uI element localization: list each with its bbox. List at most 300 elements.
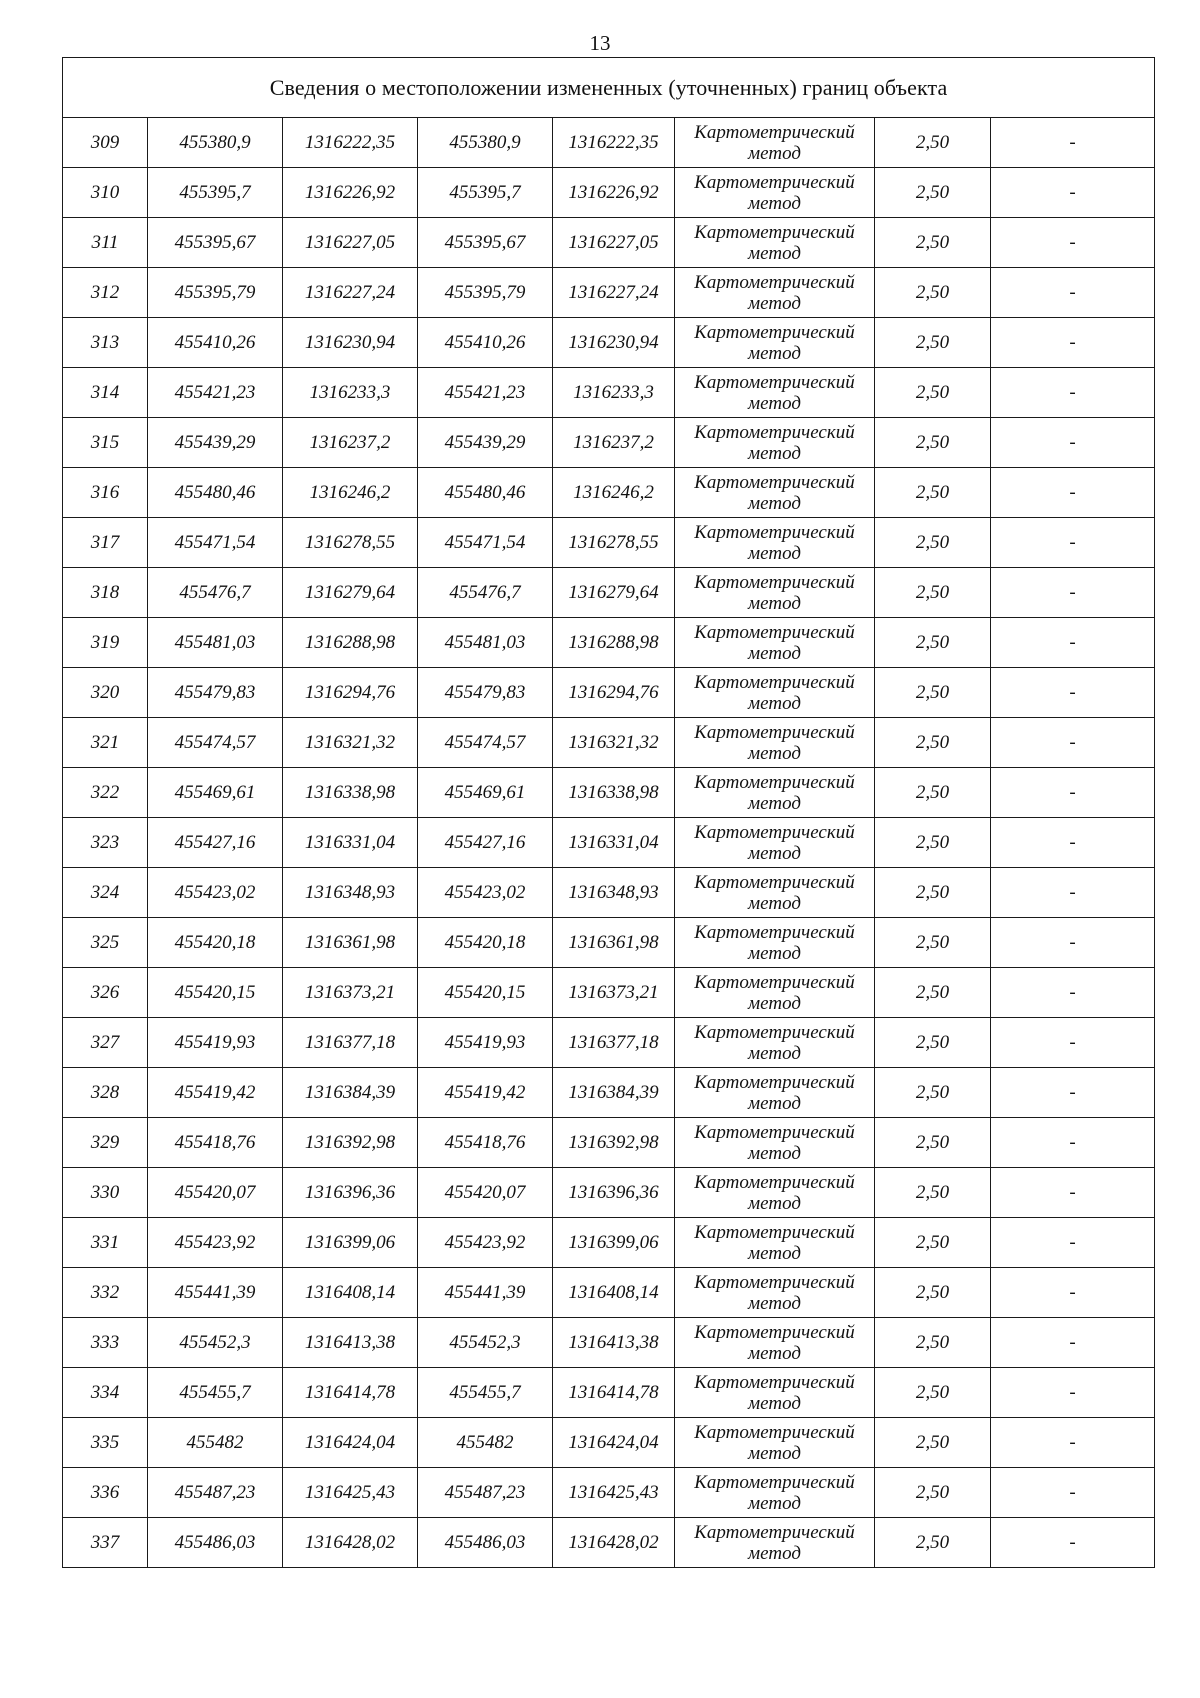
refined-y-coordinate: 1316399,06 bbox=[553, 1218, 675, 1268]
refined-x-coordinate: 455395,79 bbox=[418, 268, 553, 318]
existing-y-coordinate: 1316428,02 bbox=[283, 1518, 418, 1568]
refined-y-coordinate: 1316424,04 bbox=[553, 1418, 675, 1468]
existing-x-coordinate: 455486,03 bbox=[148, 1518, 283, 1568]
note-cell: - bbox=[991, 418, 1155, 468]
point-number: 309 bbox=[63, 118, 148, 168]
table-row bbox=[63, 918, 1155, 968]
point-number: 317 bbox=[63, 518, 148, 568]
determination-method bbox=[675, 368, 875, 418]
table-row bbox=[63, 718, 1155, 768]
method-line-2: метод bbox=[748, 342, 801, 364]
note-cell: - bbox=[991, 718, 1155, 768]
precision-value: 2,50 bbox=[875, 368, 991, 418]
refined-x-coordinate: 455474,57 bbox=[418, 718, 553, 768]
determination-method bbox=[675, 618, 875, 668]
existing-x-coordinate: 455479,83 bbox=[148, 668, 283, 718]
method-line-1: Картометрический bbox=[694, 371, 855, 393]
precision-value: 2,50 bbox=[875, 1518, 991, 1568]
point-number: 329 bbox=[63, 1118, 148, 1168]
table-row bbox=[63, 1068, 1155, 1118]
existing-x-coordinate: 455439,29 bbox=[148, 418, 283, 468]
refined-x-coordinate: 455455,7 bbox=[418, 1368, 553, 1418]
point-number: 328 bbox=[63, 1068, 148, 1118]
refined-x-coordinate: 455469,61 bbox=[418, 768, 553, 818]
precision-value: 2,50 bbox=[875, 268, 991, 318]
refined-y-coordinate: 1316226,92 bbox=[553, 168, 675, 218]
table-row bbox=[63, 368, 1155, 418]
determination-method bbox=[675, 1318, 875, 1368]
point-number: 335 bbox=[63, 1418, 148, 1468]
precision-value: 2,50 bbox=[875, 668, 991, 718]
table-title: Сведения о местоположении измененных (уточненных) границ объекта bbox=[63, 58, 1155, 118]
existing-y-coordinate: 1316233,3 bbox=[283, 368, 418, 418]
existing-x-coordinate: 455427,16 bbox=[148, 818, 283, 868]
note-cell: - bbox=[991, 818, 1155, 868]
refined-y-coordinate: 1316227,05 bbox=[553, 218, 675, 268]
method-line-2: метод bbox=[748, 192, 801, 214]
point-number: 326 bbox=[63, 968, 148, 1018]
point-number: 332 bbox=[63, 1268, 148, 1318]
existing-y-coordinate: 1316331,04 bbox=[283, 818, 418, 868]
existing-y-coordinate: 1316399,06 bbox=[283, 1218, 418, 1268]
existing-x-coordinate: 455421,23 bbox=[148, 368, 283, 418]
note-cell: - bbox=[991, 318, 1155, 368]
determination-method bbox=[675, 118, 875, 168]
determination-method bbox=[675, 218, 875, 268]
method-line-1: Картометрический bbox=[694, 671, 855, 693]
precision-value: 2,50 bbox=[875, 418, 991, 468]
note-cell: - bbox=[991, 618, 1155, 668]
point-number: 321 bbox=[63, 718, 148, 768]
refined-y-coordinate: 1316348,93 bbox=[553, 868, 675, 918]
precision-value: 2,50 bbox=[875, 168, 991, 218]
refined-y-coordinate: 1316373,21 bbox=[553, 968, 675, 1018]
determination-method bbox=[675, 1368, 875, 1418]
existing-x-coordinate: 455455,7 bbox=[148, 1368, 283, 1418]
point-number: 319 bbox=[63, 618, 148, 668]
refined-x-coordinate: 455481,03 bbox=[418, 618, 553, 668]
point-number: 315 bbox=[63, 418, 148, 468]
point-number: 330 bbox=[63, 1168, 148, 1218]
method-line-1: Картометрический bbox=[694, 971, 855, 993]
refined-x-coordinate: 455421,23 bbox=[418, 368, 553, 418]
method-line-2: метод bbox=[748, 1492, 801, 1514]
point-number: 316 bbox=[63, 468, 148, 518]
existing-y-coordinate: 1316227,05 bbox=[283, 218, 418, 268]
table-row bbox=[63, 668, 1155, 718]
precision-value: 2,50 bbox=[875, 1468, 991, 1518]
precision-value: 2,50 bbox=[875, 918, 991, 968]
existing-y-coordinate: 1316321,32 bbox=[283, 718, 418, 768]
point-number: 323 bbox=[63, 818, 148, 868]
refined-y-coordinate: 1316338,98 bbox=[553, 768, 675, 818]
table-row bbox=[63, 1418, 1155, 1468]
existing-y-coordinate: 1316384,39 bbox=[283, 1068, 418, 1118]
refined-y-coordinate: 1316331,04 bbox=[553, 818, 675, 868]
method-line-2: метод bbox=[748, 1342, 801, 1364]
precision-value: 2,50 bbox=[875, 468, 991, 518]
method-line-2: метод bbox=[748, 992, 801, 1014]
precision-value: 2,50 bbox=[875, 318, 991, 368]
point-number: 318 bbox=[63, 568, 148, 618]
determination-method bbox=[675, 1518, 875, 1568]
existing-y-coordinate: 1316246,2 bbox=[283, 468, 418, 518]
table-row bbox=[63, 1218, 1155, 1268]
existing-y-coordinate: 1316230,94 bbox=[283, 318, 418, 368]
method-line-2: метод bbox=[748, 1292, 801, 1314]
determination-method bbox=[675, 718, 875, 768]
method-line-1: Картометрический bbox=[694, 1071, 855, 1093]
precision-value: 2,50 bbox=[875, 1168, 991, 1218]
method-line-1: Картометрический bbox=[694, 1121, 855, 1143]
table-body bbox=[63, 118, 1155, 1568]
method-line-2: метод bbox=[748, 1192, 801, 1214]
refined-y-coordinate: 1316279,64 bbox=[553, 568, 675, 618]
refined-y-coordinate: 1316361,98 bbox=[553, 918, 675, 968]
existing-x-coordinate: 455410,26 bbox=[148, 318, 283, 368]
method-line-1: Картометрический bbox=[694, 1421, 855, 1443]
refined-x-coordinate: 455441,39 bbox=[418, 1268, 553, 1318]
precision-value: 2,50 bbox=[875, 1418, 991, 1468]
determination-method bbox=[675, 1168, 875, 1218]
precision-value: 2,50 bbox=[875, 1368, 991, 1418]
method-line-1: Картометрический bbox=[694, 871, 855, 893]
refined-y-coordinate: 1316230,94 bbox=[553, 318, 675, 368]
determination-method bbox=[675, 1068, 875, 1118]
refined-y-coordinate: 1316408,14 bbox=[553, 1268, 675, 1318]
method-line-1: Картометрический bbox=[694, 1221, 855, 1243]
refined-y-coordinate: 1316278,55 bbox=[553, 518, 675, 568]
refined-x-coordinate: 455410,26 bbox=[418, 318, 553, 368]
precision-value: 2,50 bbox=[875, 518, 991, 568]
table-row bbox=[63, 818, 1155, 868]
method-line-1: Картометрический bbox=[694, 771, 855, 793]
determination-method bbox=[675, 1118, 875, 1168]
precision-value: 2,50 bbox=[875, 768, 991, 818]
note-cell: - bbox=[991, 918, 1155, 968]
existing-y-coordinate: 1316377,18 bbox=[283, 1018, 418, 1068]
table-row bbox=[63, 418, 1155, 468]
method-line-2: метод bbox=[748, 442, 801, 464]
refined-x-coordinate: 455419,93 bbox=[418, 1018, 553, 1068]
table-row bbox=[63, 1518, 1155, 1568]
method-line-1: Картометрический bbox=[694, 1471, 855, 1493]
method-line-2: метод bbox=[748, 942, 801, 964]
refined-y-coordinate: 1316237,2 bbox=[553, 418, 675, 468]
refined-x-coordinate: 455487,23 bbox=[418, 1468, 553, 1518]
precision-value: 2,50 bbox=[875, 1218, 991, 1268]
precision-value: 2,50 bbox=[875, 868, 991, 918]
determination-method bbox=[675, 468, 875, 518]
method-line-2: метод bbox=[748, 842, 801, 864]
refined-x-coordinate: 455476,7 bbox=[418, 568, 553, 618]
precision-value: 2,50 bbox=[875, 968, 991, 1018]
table-row bbox=[63, 1168, 1155, 1218]
method-line-2: метод bbox=[748, 642, 801, 664]
method-line-2: метод bbox=[748, 1542, 801, 1564]
precision-value: 2,50 bbox=[875, 1118, 991, 1168]
refined-y-coordinate: 1316377,18 bbox=[553, 1018, 675, 1068]
determination-method bbox=[675, 668, 875, 718]
note-cell: - bbox=[991, 568, 1155, 618]
determination-method bbox=[675, 268, 875, 318]
refined-y-coordinate: 1316288,98 bbox=[553, 618, 675, 668]
table-row bbox=[63, 868, 1155, 918]
refined-x-coordinate: 455486,03 bbox=[418, 1518, 553, 1568]
table-row bbox=[63, 518, 1155, 568]
point-number: 322 bbox=[63, 768, 148, 818]
determination-method bbox=[675, 568, 875, 618]
existing-y-coordinate: 1316288,98 bbox=[283, 618, 418, 668]
table-row bbox=[63, 618, 1155, 668]
refined-x-coordinate: 455380,9 bbox=[418, 118, 553, 168]
table-row bbox=[63, 568, 1155, 618]
method-line-2: метод bbox=[748, 1092, 801, 1114]
note-cell: - bbox=[991, 518, 1155, 568]
precision-value: 2,50 bbox=[875, 218, 991, 268]
existing-x-coordinate: 455418,76 bbox=[148, 1118, 283, 1168]
existing-y-coordinate: 1316348,93 bbox=[283, 868, 418, 918]
point-number: 325 bbox=[63, 918, 148, 968]
note-cell: - bbox=[991, 1468, 1155, 1518]
point-number: 312 bbox=[63, 268, 148, 318]
method-line-1: Картометрический bbox=[694, 221, 855, 243]
method-line-2: метод bbox=[748, 392, 801, 414]
existing-y-coordinate: 1316373,21 bbox=[283, 968, 418, 1018]
note-cell: - bbox=[991, 1218, 1155, 1268]
refined-x-coordinate: 455439,29 bbox=[418, 418, 553, 468]
table-row bbox=[63, 268, 1155, 318]
refined-y-coordinate: 1316414,78 bbox=[553, 1368, 675, 1418]
refined-x-coordinate: 455420,07 bbox=[418, 1168, 553, 1218]
existing-y-coordinate: 1316392,98 bbox=[283, 1118, 418, 1168]
existing-x-coordinate: 455481,03 bbox=[148, 618, 283, 668]
determination-method bbox=[675, 168, 875, 218]
point-number: 314 bbox=[63, 368, 148, 418]
existing-x-coordinate: 455441,39 bbox=[148, 1268, 283, 1318]
existing-y-coordinate: 1316279,64 bbox=[283, 568, 418, 618]
method-line-1: Картометрический bbox=[694, 421, 855, 443]
method-line-1: Картометрический bbox=[694, 1171, 855, 1193]
note-cell: - bbox=[991, 218, 1155, 268]
method-line-2: метод bbox=[748, 242, 801, 264]
method-line-2: метод bbox=[748, 542, 801, 564]
refined-x-coordinate: 455420,15 bbox=[418, 968, 553, 1018]
precision-value: 2,50 bbox=[875, 1068, 991, 1118]
existing-y-coordinate: 1316414,78 bbox=[283, 1368, 418, 1418]
determination-method bbox=[675, 418, 875, 468]
determination-method bbox=[675, 968, 875, 1018]
note-cell: - bbox=[991, 168, 1155, 218]
table-row bbox=[63, 118, 1155, 168]
existing-x-coordinate: 455420,07 bbox=[148, 1168, 283, 1218]
method-line-1: Картометрический bbox=[694, 721, 855, 743]
note-cell: - bbox=[991, 768, 1155, 818]
point-number: 333 bbox=[63, 1318, 148, 1368]
table-row bbox=[63, 1318, 1155, 1368]
refined-x-coordinate: 455420,18 bbox=[418, 918, 553, 968]
determination-method bbox=[675, 918, 875, 968]
note-cell: - bbox=[991, 668, 1155, 718]
existing-y-coordinate: 1316227,24 bbox=[283, 268, 418, 318]
refined-y-coordinate: 1316392,98 bbox=[553, 1118, 675, 1168]
determination-method bbox=[675, 1218, 875, 1268]
refined-x-coordinate: 455482 bbox=[418, 1418, 553, 1468]
refined-y-coordinate: 1316384,39 bbox=[553, 1068, 675, 1118]
refined-x-coordinate: 455452,3 bbox=[418, 1318, 553, 1368]
existing-y-coordinate: 1316226,92 bbox=[283, 168, 418, 218]
point-number: 331 bbox=[63, 1218, 148, 1268]
precision-value: 2,50 bbox=[875, 568, 991, 618]
method-line-1: Картометрический bbox=[694, 621, 855, 643]
note-cell: - bbox=[991, 118, 1155, 168]
method-line-1: Картометрический bbox=[694, 821, 855, 843]
existing-y-coordinate: 1316424,04 bbox=[283, 1418, 418, 1468]
refined-y-coordinate: 1316246,2 bbox=[553, 468, 675, 518]
refined-x-coordinate: 455480,46 bbox=[418, 468, 553, 518]
method-line-1: Картометрический bbox=[694, 571, 855, 593]
existing-x-coordinate: 455482 bbox=[148, 1418, 283, 1468]
refined-y-coordinate: 1316321,32 bbox=[553, 718, 675, 768]
refined-x-coordinate: 455395,67 bbox=[418, 218, 553, 268]
existing-x-coordinate: 455480,46 bbox=[148, 468, 283, 518]
existing-y-coordinate: 1316338,98 bbox=[283, 768, 418, 818]
note-cell: - bbox=[991, 968, 1155, 1018]
method-line-2: метод bbox=[748, 592, 801, 614]
note-cell: - bbox=[991, 868, 1155, 918]
method-line-1: Картометрический bbox=[694, 1521, 855, 1543]
method-line-1: Картометрический bbox=[694, 121, 855, 143]
existing-x-coordinate: 455476,7 bbox=[148, 568, 283, 618]
determination-method bbox=[675, 318, 875, 368]
refined-y-coordinate: 1316428,02 bbox=[553, 1518, 675, 1568]
existing-y-coordinate: 1316361,98 bbox=[283, 918, 418, 968]
precision-value: 2,50 bbox=[875, 618, 991, 668]
existing-x-coordinate: 455380,9 bbox=[148, 118, 283, 168]
determination-method bbox=[675, 868, 875, 918]
table-row bbox=[63, 768, 1155, 818]
existing-x-coordinate: 455469,61 bbox=[148, 768, 283, 818]
method-line-2: метод bbox=[748, 742, 801, 764]
point-number: 313 bbox=[63, 318, 148, 368]
refined-x-coordinate: 455418,76 bbox=[418, 1118, 553, 1168]
method-line-2: метод bbox=[748, 1042, 801, 1064]
table-row bbox=[63, 218, 1155, 268]
method-line-2: метод bbox=[748, 1142, 801, 1164]
existing-x-coordinate: 455420,18 bbox=[148, 918, 283, 968]
existing-x-coordinate: 455487,23 bbox=[148, 1468, 283, 1518]
precision-value: 2,50 bbox=[875, 118, 991, 168]
determination-method bbox=[675, 768, 875, 818]
method-line-1: Картометрический bbox=[694, 171, 855, 193]
existing-y-coordinate: 1316278,55 bbox=[283, 518, 418, 568]
note-cell: - bbox=[991, 1518, 1155, 1568]
existing-y-coordinate: 1316413,38 bbox=[283, 1318, 418, 1368]
method-line-1: Картометрический bbox=[694, 921, 855, 943]
refined-y-coordinate: 1316425,43 bbox=[553, 1468, 675, 1518]
table-title-row bbox=[63, 58, 1155, 118]
note-cell: - bbox=[991, 1268, 1155, 1318]
existing-y-coordinate: 1316408,14 bbox=[283, 1268, 418, 1318]
refined-x-coordinate: 455395,7 bbox=[418, 168, 553, 218]
table-row bbox=[63, 1118, 1155, 1168]
method-line-1: Картометрический bbox=[694, 471, 855, 493]
precision-value: 2,50 bbox=[875, 1018, 991, 1068]
refined-x-coordinate: 455479,83 bbox=[418, 668, 553, 718]
note-cell: - bbox=[991, 468, 1155, 518]
existing-x-coordinate: 455471,54 bbox=[148, 518, 283, 568]
determination-method bbox=[675, 1268, 875, 1318]
existing-x-coordinate: 455395,79 bbox=[148, 268, 283, 318]
existing-x-coordinate: 455423,92 bbox=[148, 1218, 283, 1268]
existing-y-coordinate: 1316425,43 bbox=[283, 1468, 418, 1518]
determination-method bbox=[675, 518, 875, 568]
note-cell: - bbox=[991, 1418, 1155, 1468]
method-line-1: Картометрический bbox=[694, 321, 855, 343]
table-row bbox=[63, 1468, 1155, 1518]
note-cell: - bbox=[991, 1118, 1155, 1168]
note-cell: - bbox=[991, 268, 1155, 318]
method-line-2: метод bbox=[748, 1242, 801, 1264]
point-number: 320 bbox=[63, 668, 148, 718]
method-line-2: метод bbox=[748, 1392, 801, 1414]
point-number: 336 bbox=[63, 1468, 148, 1518]
determination-method bbox=[675, 1418, 875, 1468]
refined-x-coordinate: 455471,54 bbox=[418, 518, 553, 568]
method-line-2: метод bbox=[748, 142, 801, 164]
method-line-2: метод bbox=[748, 792, 801, 814]
page-number: 13 bbox=[589, 31, 611, 55]
note-cell: - bbox=[991, 368, 1155, 418]
existing-x-coordinate: 455395,7 bbox=[148, 168, 283, 218]
point-number: 334 bbox=[63, 1368, 148, 1418]
precision-value: 2,50 bbox=[875, 1268, 991, 1318]
existing-x-coordinate: 455423,02 bbox=[148, 868, 283, 918]
existing-x-coordinate: 455474,57 bbox=[148, 718, 283, 768]
note-cell: - bbox=[991, 1168, 1155, 1218]
determination-method bbox=[675, 818, 875, 868]
precision-value: 2,50 bbox=[875, 718, 991, 768]
determination-method bbox=[675, 1468, 875, 1518]
table-row bbox=[63, 1268, 1155, 1318]
refined-y-coordinate: 1316222,35 bbox=[553, 118, 675, 168]
method-line-2: метод bbox=[748, 492, 801, 514]
point-number: 310 bbox=[63, 168, 148, 218]
point-number: 324 bbox=[63, 868, 148, 918]
determination-method bbox=[675, 1018, 875, 1068]
refined-x-coordinate: 455423,92 bbox=[418, 1218, 553, 1268]
method-line-1: Картометрический bbox=[694, 271, 855, 293]
refined-x-coordinate: 455419,42 bbox=[418, 1068, 553, 1118]
boundary-coordinates-table bbox=[62, 57, 1155, 1568]
method-line-2: метод bbox=[748, 1442, 801, 1464]
method-line-2: метод bbox=[748, 892, 801, 914]
refined-y-coordinate: 1316227,24 bbox=[553, 268, 675, 318]
existing-x-coordinate: 455419,42 bbox=[148, 1068, 283, 1118]
existing-x-coordinate: 455452,3 bbox=[148, 1318, 283, 1368]
existing-x-coordinate: 455420,15 bbox=[148, 968, 283, 1018]
note-cell: - bbox=[991, 1018, 1155, 1068]
method-line-1: Картометрический bbox=[694, 1321, 855, 1343]
precision-value: 2,50 bbox=[875, 818, 991, 868]
method-line-1: Картометрический bbox=[694, 1271, 855, 1293]
method-line-1: Картометрический bbox=[694, 521, 855, 543]
table-row bbox=[63, 468, 1155, 518]
refined-y-coordinate: 1316396,36 bbox=[553, 1168, 675, 1218]
refined-x-coordinate: 455423,02 bbox=[418, 868, 553, 918]
table-row bbox=[63, 318, 1155, 368]
table-row bbox=[63, 1018, 1155, 1068]
